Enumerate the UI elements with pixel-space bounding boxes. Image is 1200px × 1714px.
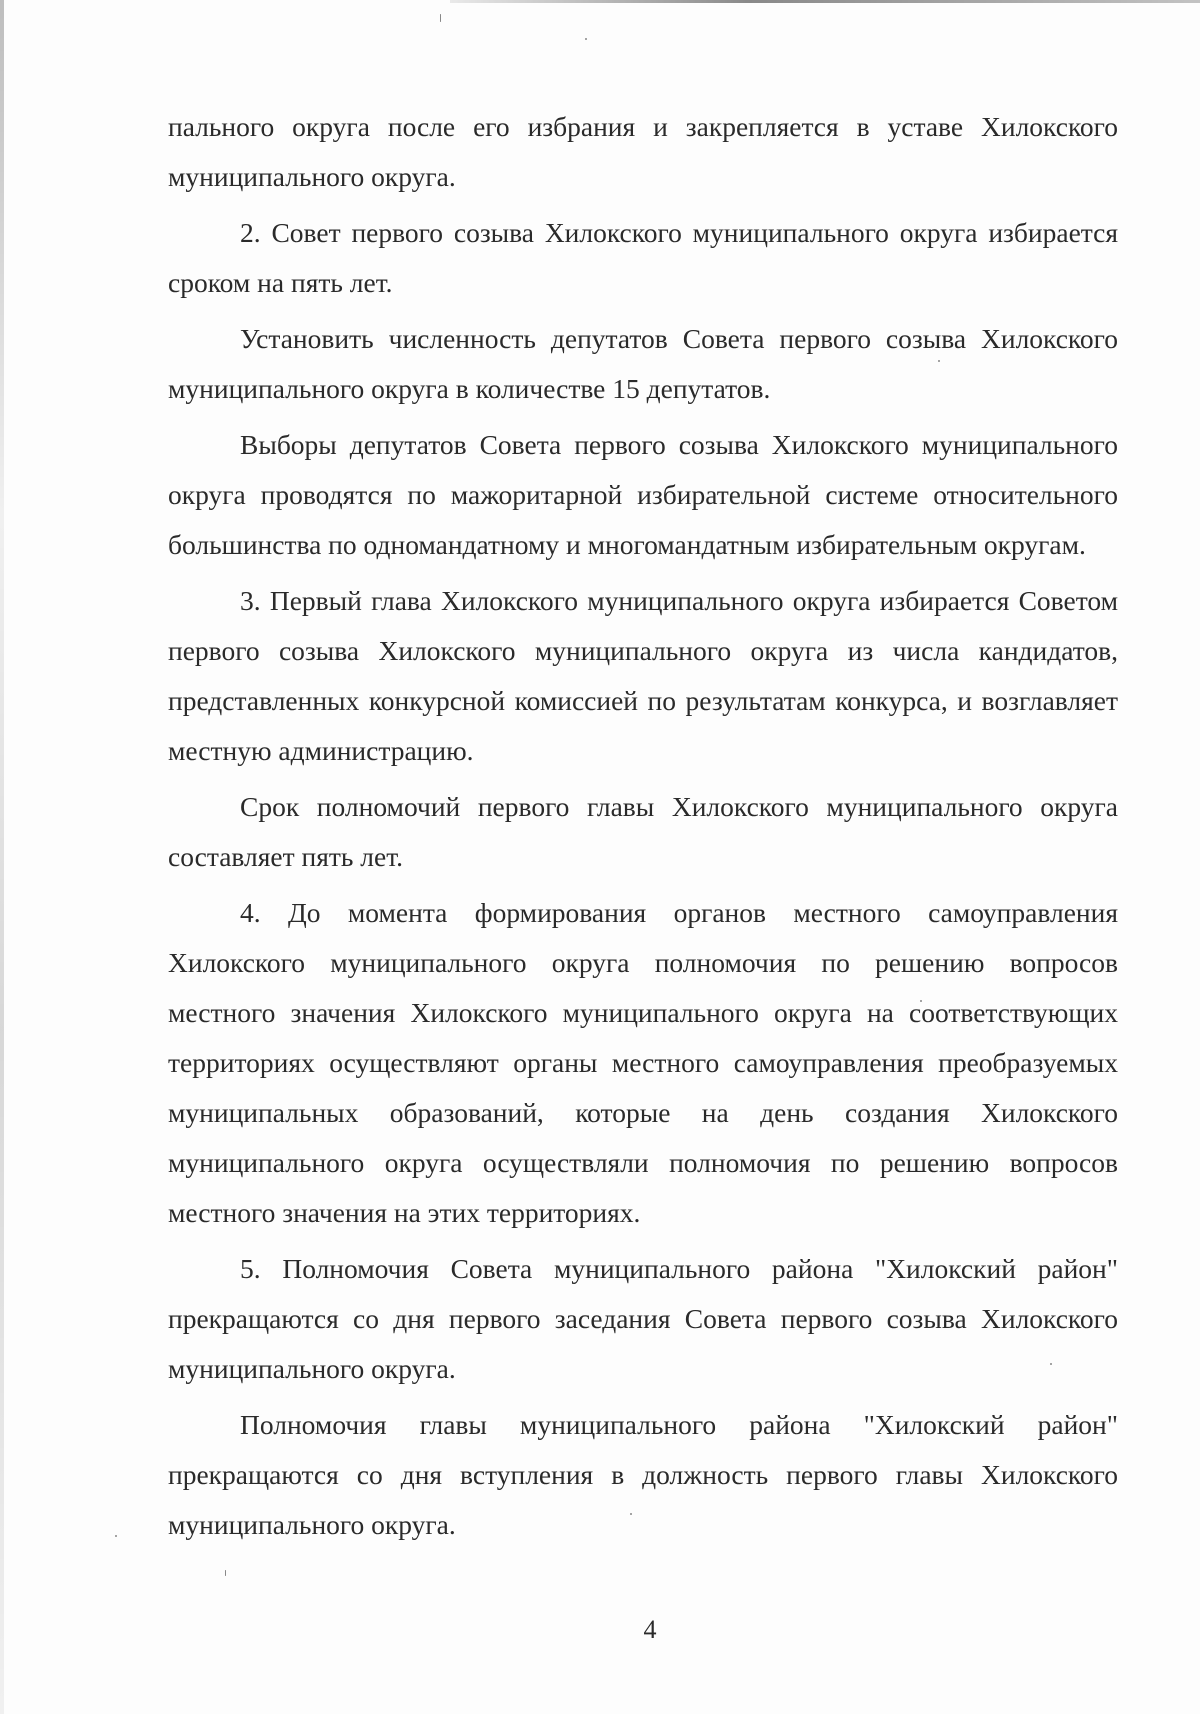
- paragraph: 4. До момента формирования органов местного самоуправления Хилокского муниципального округа полномочия по решению вопросов местного значения Хилокского муниципального округа на соответствующих территориях осуществляют органы местного самоуправления преобразуемых муниципальных образований, которые на день создания Хилокского муниципального округа осуществляли полномочия по решению вопросов местного значения на этих территориях.: [168, 897, 1118, 1228]
- paragraph: Выборы депутатов Совета первого созыва Хилокского муниципального округа проводятся по мажоритарной избирательной системе относительного большинства по одномандатному и многомандатным избирательным округам.: [168, 429, 1118, 560]
- scan-speck: [440, 14, 441, 22]
- scan-speck: [115, 1535, 117, 1537]
- paragraph: пального округа после его избрания и закрепляется в уставе Хилокского муниципального округа.: [168, 111, 1118, 192]
- scan-speck: [585, 38, 587, 40]
- paragraph: Полномочия главы муниципального района "Хилокский район" прекращаются со дня вступления в должность первого главы Хилокского муниципального округа.: [168, 1409, 1118, 1540]
- page-number: 4: [643, 1615, 657, 1644]
- paragraph: 5. Полномочия Совета муниципального района "Хилокский район" прекращаются со дня первого заседания Совета первого созыва Хилокского муниципального округа.: [168, 1253, 1118, 1384]
- scan-top-edge: [450, 0, 1200, 3]
- paragraph: Срок полномочий первого главы Хилокского муниципального округа составляет пять лет.: [168, 791, 1118, 872]
- document-body: [168, 102, 1118, 1556]
- paragraph: 2. Совет первого созыва Хилокского муниципального округа избирается сроком на пять лет.: [168, 217, 1118, 298]
- scan-speck: [225, 1570, 226, 1576]
- scan-left-edge: [0, 0, 4, 1714]
- paragraph: Установить численность депутатов Совета первого созыва Хилокского муниципального округа в количестве 15 депутатов.: [168, 323, 1118, 404]
- paragraph: 3. Первый глава Хилокского муниципального округа избирается Советом первого созыва Хилокского муниципального округа из числа кандидатов, представленных конкурсной комиссией по результатам конкурса, и возглавляет местную администрацию.: [168, 585, 1118, 766]
